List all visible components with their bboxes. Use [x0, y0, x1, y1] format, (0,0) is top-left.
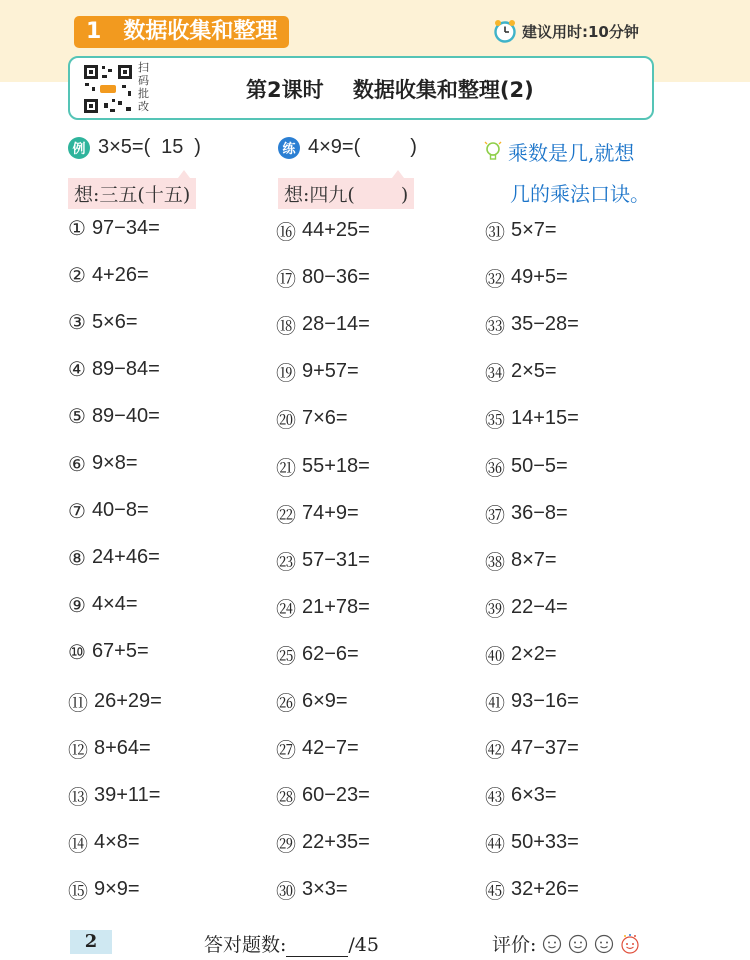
page-number: 2 [70, 930, 112, 954]
problem-expression: 9×8= [91, 452, 138, 474]
problem-item[interactable] [276, 781, 370, 810]
problem-item[interactable] [68, 357, 160, 381]
tip-line-2: 几的乘法口诀。 [510, 182, 650, 206]
problem-number: ㉞ [485, 361, 505, 386]
problem-expression: 3×3= [302, 878, 348, 901]
problem-number: ⑧ [68, 545, 86, 570]
problem-expression: 14+15= [511, 407, 579, 430]
problem-number: ⑬ [68, 785, 88, 810]
problem-expression: 67+5= [91, 640, 149, 663]
alarm-clock-icon [492, 18, 518, 44]
example-badge: 例 [68, 137, 90, 159]
problem-expression: 80−36= [302, 266, 370, 289]
problem-number: ㉟ [485, 408, 505, 433]
unit-number: 1 [86, 19, 102, 44]
problem-item[interactable] [276, 263, 370, 292]
problem-item[interactable] [485, 828, 579, 857]
tip-line-1: 乘数是几,就想 [508, 141, 635, 165]
problem-number: ② [68, 263, 86, 288]
problem-item[interactable] [68, 640, 149, 664]
problem-item[interactable] [276, 640, 359, 669]
unit-tag [74, 16, 289, 48]
problem-number: ⑯ [276, 220, 296, 244]
problem-expression: 49+5= [511, 266, 568, 289]
smiley-face-icon[interactable] [568, 934, 588, 954]
problem-expression: 8+64= [94, 737, 151, 760]
problem-item[interactable] [276, 357, 359, 386]
example-hint: 想:三五(十五) [68, 178, 196, 209]
problem-expression: 47−37= [511, 737, 579, 760]
problem-expression: 26+29= [94, 690, 162, 712]
problem-expression: 89−84= [91, 357, 160, 380]
problem-number: ⑪ [68, 691, 88, 715]
practice-hint-pointer [392, 170, 404, 178]
problem-number: ① [68, 216, 86, 240]
example-close: ) [194, 136, 201, 158]
problem-number: ④ [68, 357, 86, 382]
problem-number: ㉒ [276, 502, 296, 527]
problem-number: ㊹ [485, 832, 505, 857]
problem-number: ㉙ [276, 832, 296, 857]
problem-number: ⑫ [68, 738, 88, 763]
problem-item[interactable] [485, 546, 557, 575]
problem-number: ㊱ [485, 455, 505, 480]
problem-item[interactable] [68, 263, 149, 287]
problem-number: ⑲ [276, 361, 296, 386]
problem-number: ㊷ [485, 738, 505, 763]
problem-expression: 24+46= [91, 546, 160, 569]
problem-expression: 39+11= [94, 784, 161, 807]
lesson-title: 第2课时 数据收集和整理(2) [246, 78, 534, 102]
problem-item[interactable] [276, 734, 359, 763]
qr-code-icon[interactable] [82, 63, 134, 115]
problem-expression: 93−16= [511, 690, 579, 712]
problem-item[interactable] [485, 640, 557, 669]
problem-expression: 89−40= [91, 404, 160, 427]
problem-item[interactable] [68, 404, 160, 428]
problem-item[interactable] [276, 499, 359, 528]
problem-number: ㊸ [485, 785, 505, 810]
problem-number: ㊶ [485, 691, 505, 715]
problem-expression: 7×6= [302, 407, 348, 430]
problem-expression: 50+33= [511, 831, 579, 854]
problem-expression: 21+78= [302, 595, 370, 618]
suggested-time [492, 18, 639, 44]
problem-item[interactable] [276, 404, 348, 433]
problem-item[interactable] [276, 216, 370, 245]
problem-expression: 40−8= [91, 499, 149, 522]
problem-item[interactable] [485, 404, 579, 433]
problem-number: ⑳ [276, 408, 296, 433]
problem-item[interactable] [485, 216, 557, 245]
problem-number: ⑤ [68, 404, 86, 429]
problem-number: ③ [68, 310, 86, 335]
practice-hint: 想:四九( ) [278, 178, 414, 209]
problem-item[interactable] [485, 310, 579, 339]
problem-number: ㊴ [485, 596, 505, 621]
practice-close: ) [410, 136, 417, 158]
problem-number: ㉖ [276, 691, 296, 715]
problem-expression: 2×5= [511, 360, 557, 383]
problem-item[interactable] [68, 781, 160, 810]
problem-expression: 5×6= [91, 310, 138, 333]
example-answer: 15 [161, 136, 184, 158]
problem-expression: 42−7= [302, 737, 359, 760]
problem-expression: 35−28= [511, 313, 579, 336]
problem-expression: 4×8= [94, 831, 140, 854]
problem-item[interactable] [276, 546, 370, 575]
problem-expression: 50−5= [511, 454, 568, 477]
problem-expression: 9×9= [94, 878, 140, 901]
problem-number: ㊺ [485, 879, 505, 904]
evaluation: 评价: [492, 930, 640, 957]
problem-number: ㉚ [276, 879, 296, 904]
problem-expression: 22−4= [511, 595, 568, 618]
problem-item[interactable] [68, 593, 138, 617]
problem-item[interactable] [276, 875, 348, 904]
problem-expression: 44+25= [302, 219, 370, 241]
unit-title: 数据收集和整理 [123, 19, 278, 44]
problem-item[interactable] [485, 499, 568, 528]
problem-number: ⑩ [68, 639, 86, 664]
problem-item[interactable] [68, 499, 149, 523]
problem-number: ㉕ [276, 643, 296, 668]
problem-item[interactable] [276, 452, 370, 481]
problem-item[interactable] [276, 828, 370, 857]
problem-number: ⑭ [68, 832, 88, 857]
problem-expression: 6×9= [302, 690, 348, 712]
scan-to-grade-label: 扫 码 批 改 [138, 61, 149, 113]
problem-expression: 2×2= [511, 642, 557, 665]
problem-item[interactable] [68, 687, 162, 716]
problem-expression: 57−31= [302, 548, 370, 571]
problem-number: ⑰ [276, 267, 296, 292]
problem-number: ⑨ [68, 592, 86, 617]
lesson-title-bar [68, 56, 654, 120]
problem-number: ㉝ [485, 314, 505, 339]
problem-item[interactable] [276, 310, 370, 339]
problem-expression: 60−23= [302, 784, 370, 807]
problem-expression: 9+57= [302, 360, 359, 383]
problem-expression: 36−8= [511, 501, 568, 524]
problem-item[interactable] [68, 828, 140, 857]
problem-expression: 28−14= [302, 313, 370, 336]
score-line: 答对题数: /45 [204, 934, 379, 956]
problem-number: ㉜ [485, 267, 505, 292]
problem-expression: 32+26= [511, 878, 579, 901]
problem-number: ⑦ [68, 498, 86, 523]
problem-number: ㉔ [276, 596, 296, 621]
problem-item[interactable] [485, 734, 579, 763]
practice-problem [278, 136, 417, 159]
lightbulb-icon [484, 140, 502, 164]
example-hint-pointer [178, 170, 190, 178]
problem-item[interactable] [485, 687, 579, 716]
problem-number: ㉓ [276, 549, 296, 574]
problem-expression: 74+9= [302, 501, 359, 524]
problem-item[interactable] [68, 452, 138, 476]
problem-number: ㊳ [485, 549, 505, 574]
problem-number: ⑱ [276, 314, 296, 339]
problem-expression: 97−34= [91, 216, 160, 239]
problem-item[interactable] [68, 734, 151, 763]
problem-item[interactable] [485, 875, 579, 904]
suggested-time-text: 建议用时:10分钟 [522, 22, 639, 41]
problem-item[interactable] [276, 687, 348, 716]
problem-expression: 8×7= [511, 548, 557, 571]
problem-expression: 4+26= [91, 263, 149, 286]
problem-item[interactable] [68, 875, 140, 904]
example-problem [68, 136, 201, 159]
problem-expression: 5×7= [511, 219, 557, 241]
problem-number: ㉘ [276, 785, 296, 810]
smiley-face-icon[interactable] [594, 934, 614, 954]
problem-expression: 6×3= [511, 784, 557, 807]
problem-number: ㉑ [276, 455, 296, 480]
problem-item[interactable] [276, 593, 370, 622]
practice-badge: 练 [278, 137, 300, 159]
problem-expression: 62−6= [302, 642, 359, 665]
problem-expression: 22+35= [302, 831, 370, 854]
problem-item[interactable] [68, 310, 138, 334]
problem-expression: 55+18= [302, 454, 370, 477]
problem-item[interactable] [68, 546, 160, 570]
star-face-icon[interactable] [620, 934, 640, 954]
problem-number: ㊲ [485, 502, 505, 527]
problem-item[interactable] [485, 452, 568, 481]
practice-expression: 4×9=( [308, 136, 361, 158]
problem-number: ⑥ [68, 451, 86, 476]
problem-number: ㊵ [485, 643, 505, 668]
problem-item[interactable] [68, 216, 160, 240]
problem-item[interactable] [485, 357, 557, 386]
problem-item[interactable] [485, 593, 568, 622]
problem-number: ⑮ [68, 879, 88, 904]
problem-number: ㉛ [485, 220, 505, 244]
score-input[interactable] [286, 938, 348, 957]
problem-item[interactable] [485, 263, 568, 292]
problem-expression: 4×4= [91, 593, 138, 616]
problem-number: ㉗ [276, 738, 296, 763]
smiley-face-icon[interactable] [542, 934, 562, 954]
problem-item[interactable] [485, 781, 557, 810]
example-expression: 3×5=( [98, 136, 151, 158]
